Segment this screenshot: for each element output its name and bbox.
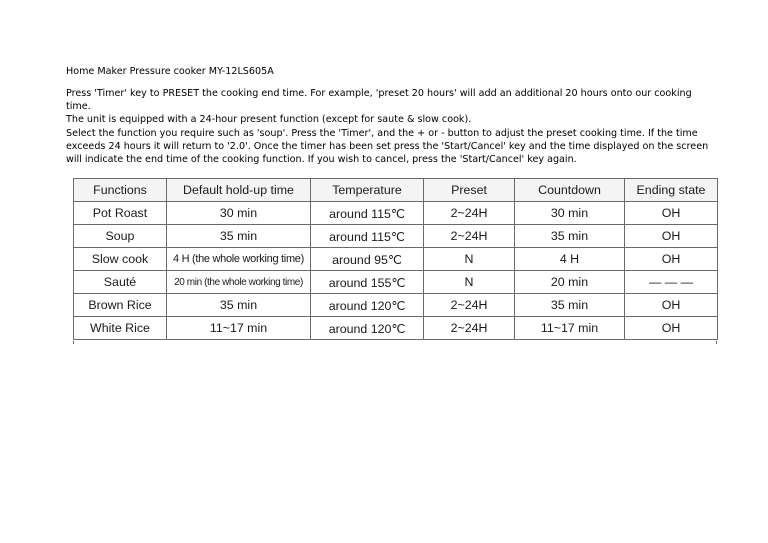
cell-hold-up-time: 35 min xyxy=(167,225,311,248)
table-row xyxy=(74,271,718,294)
document-title: Home Maker Pressure cooker MY-12LS605A xyxy=(66,66,274,77)
cell-hold-up-time: 30 min xyxy=(167,202,311,225)
cell-countdown: 35 min xyxy=(515,225,625,248)
table-row xyxy=(74,225,718,248)
cell-temperature: around 155℃ xyxy=(311,271,424,294)
table-row xyxy=(74,294,718,317)
table-border-stub-right xyxy=(716,341,717,344)
cell-ending-state: — — — xyxy=(625,271,718,294)
cell-countdown: 20 min xyxy=(515,271,625,294)
table-row xyxy=(74,317,718,340)
table-row xyxy=(74,248,718,271)
cell-countdown: 30 min xyxy=(515,202,625,225)
cell-hold-up-time: 35 min xyxy=(167,294,311,317)
cell-preset: 2~24H xyxy=(424,225,515,248)
cell-countdown: 11~17 min xyxy=(515,317,625,340)
cell-hold-up-time: 20 min (the whole working time) xyxy=(167,271,311,294)
cell-temperature: around 115℃ xyxy=(311,225,424,248)
cell-function: Brown Rice xyxy=(74,294,167,317)
cell-ending-state: OH xyxy=(625,248,718,271)
cell-temperature: around 120℃ xyxy=(311,317,424,340)
table-header-row xyxy=(74,179,718,202)
header-countdown: Countdown xyxy=(515,179,625,202)
cell-temperature: around 95℃ xyxy=(311,248,424,271)
cell-function: Slow cook xyxy=(74,248,167,271)
cell-ending-state: OH xyxy=(625,225,718,248)
cell-preset: 2~24H xyxy=(424,317,515,340)
header-ending-state: Ending state xyxy=(625,179,718,202)
header-functions: Functions xyxy=(74,179,167,202)
table-row xyxy=(74,202,718,225)
cell-ending-state: OH xyxy=(625,317,718,340)
cell-temperature: around 120℃ xyxy=(311,294,424,317)
table-border-stub-left xyxy=(73,341,74,344)
cell-ending-state: OH xyxy=(625,294,718,317)
header-default-hold-up-time: Default hold-up time xyxy=(167,179,311,202)
header-preset: Preset xyxy=(424,179,515,202)
header-temperature: Temperature xyxy=(311,179,424,202)
paragraph-select-function: Select the function you require such as 'soup'. Press the 'Timer', and the + or - button to adjust the preset cooking time. If the time exceeds 24 hours it will return to '2.0'. Once the timer has been set press the 'Start/Cancel' key and the time displayed on the screen will indicate the end time of the cooking function. If you wish to cancel, press the 'Start/Cancel' key again. xyxy=(66,127,709,166)
cell-preset: N xyxy=(424,271,515,294)
function-table xyxy=(73,178,718,340)
cell-function: Pot Roast xyxy=(74,202,167,225)
cell-preset: 2~24H xyxy=(424,294,515,317)
cell-hold-up-time: 11~17 min xyxy=(167,317,311,340)
cell-ending-state: OH xyxy=(625,202,718,225)
cell-countdown: 35 min xyxy=(515,294,625,317)
cell-function: Sauté xyxy=(74,271,167,294)
cell-hold-up-time: 4 H (the whole working time) xyxy=(167,248,311,271)
cell-temperature: around 115℃ xyxy=(311,202,424,225)
cell-preset: 2~24H xyxy=(424,202,515,225)
instructions xyxy=(66,87,716,166)
cell-function: Soup xyxy=(74,225,167,248)
cell-countdown: 4 H xyxy=(515,248,625,271)
paragraph-preset: Press 'Timer' key to PRESET the cooking end time. For example, 'preset 20 hours' will add an additional 20 hours onto our cooking time. xyxy=(66,88,692,113)
cell-preset: N xyxy=(424,248,515,271)
cell-function: White Rice xyxy=(74,317,167,340)
paragraph-24-hour: The unit is equipped with a 24-hour present function (except for saute & slow cook). xyxy=(66,114,472,126)
